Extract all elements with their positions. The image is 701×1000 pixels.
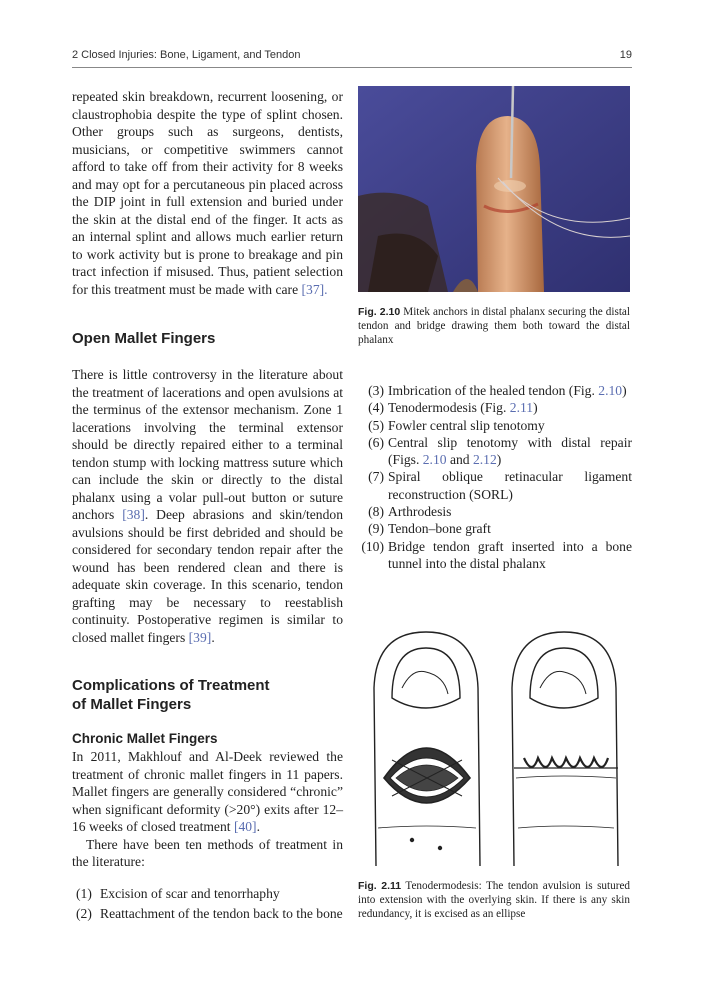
list-number: (5) — [368, 417, 384, 433]
running-head — [72, 49, 632, 61]
list-item — [358, 503, 632, 520]
chronic-mallet-paragraphs — [72, 748, 343, 871]
section-heading-open-mallet: Open Mallet Fingers — [72, 330, 216, 347]
figure-label: Fig. 2.10 — [358, 306, 401, 318]
figure-2-11-drawing — [362, 628, 632, 866]
list-text: ) — [622, 383, 627, 398]
treatment-methods-list-right — [358, 382, 632, 572]
header-rule — [72, 67, 632, 68]
list-text: Imbrication of the healed tendon (Fig. — [388, 383, 599, 398]
list-text: Reattachment of the tendon back to the bone — [100, 906, 343, 921]
list-number: (10) — [361, 538, 384, 554]
continued-paragraph — [72, 88, 343, 298]
list-number: (6) — [368, 434, 384, 450]
list-item — [358, 399, 632, 416]
paragraph-text: repeated skin breakdown, recurrent loosening, or claustrophobia despite the type of splint chosen. Other groups such as surgeons, dentists, musicians, or competitive swimmers cannot afford to take off from their activity for 8 weeks and may opt for a percutaneous pin placed across the DIP joint in full extension and buried under the skin at the distal end of the finger. It acts as an internal splint and allows much earlier return to work activity but is prone to breakage and pin tract infection if misused. Thus, patient selection for this treatment must be made with care — [72, 89, 343, 297]
list-text: ) — [533, 400, 538, 416]
paragraph-text: . — [211, 629, 215, 645]
caption-text: Tenodermodesis: The tendon avulsion is sutured into extension with the overlying skin. If there is any skin redundancy, it is excised as an ellipse — [358, 880, 630, 920]
citation-link[interactable]: [39] — [188, 629, 212, 645]
fingernail-right — [530, 648, 598, 708]
caption-text: Mitek anchors in distal phalanx securing the distal tendon and bridge drawing them both toward the distal phalanx — [358, 306, 630, 346]
paragraph-text: There is little controversy in the literature about the treatment of lacerations and open avulsions at the terminus of the extensor mechanism. Zone 1 lacerations involving the terminal extensor should be directly repaired either to a terminal tendon stump with locking mattress suture which can include the skin or directly to the distal phalanx using a volar pull-out button or suture anchors — [72, 367, 343, 522]
finger-outline-right — [512, 632, 618, 866]
figure-link[interactable]: 2.10 — [598, 383, 623, 398]
figure-2-11-caption — [358, 879, 630, 921]
list-text: Tendon–bone graft — [388, 521, 491, 537]
list-item — [358, 538, 632, 573]
list-number: (2) — [76, 906, 92, 921]
subsection-heading-chronic: Chronic Mallet Fingers — [72, 731, 218, 746]
heading-line: Complications of Treatment — [72, 677, 270, 694]
citation-link[interactable]: [38] — [122, 507, 145, 522]
paragraph-text: In 2011, Makhlouf and Al-Deek reviewed the treatment of chronic mallet fingers in 11 papers. Mallet fingers are generally considered “chronic” when significant deformity (>20°) exits after 12–16 weeks of closed treatment — [72, 749, 343, 834]
paragraph-text: . Deep abrasions and skin/tendon avulsions should be first debrided and should be considered for secondary tendon repair after the wound has been rendered clean and there is adequate skin coverage. In this scenario, tendon grafting may be necessary to reestablish continuity. Postoperative regimen is similar to closed mallet fingers — [72, 507, 343, 645]
figure-2-10-photo — [358, 86, 630, 292]
paragraph-text: . — [256, 819, 260, 834]
list-item — [358, 382, 632, 399]
list-text: Central slip tenotomy with distal repair (Figs. — [388, 434, 632, 468]
list-number: (3) — [368, 383, 384, 398]
open-mallet-paragraph — [72, 366, 343, 646]
fingernail-left — [392, 648, 460, 708]
list-number: (9) — [368, 521, 384, 537]
list-text: Excision of scar and tenorrhaphy — [100, 886, 280, 901]
list-text: and — [446, 452, 473, 468]
list-item — [358, 434, 632, 469]
list-item — [358, 468, 632, 503]
list-number: (4) — [368, 400, 384, 416]
list-text: Tenodermodesis (Fig. — [388, 400, 510, 416]
list-text: ) — [496, 452, 502, 468]
list-item — [358, 520, 632, 537]
list-item — [72, 884, 347, 904]
page-number: 19 — [619, 49, 632, 61]
list-number: (8) — [368, 504, 384, 520]
figure-label: Fig. 2.11 — [358, 880, 402, 892]
list-number: (1) — [76, 886, 92, 901]
list-text: Bridge tendon graft inserted into a bone tunnel into the distal phalanx — [388, 538, 632, 571]
figure-link[interactable]: 2.11 — [509, 400, 534, 416]
list-text: Spiral oblique retinacular ligament reconstruction (SORL) — [388, 469, 632, 502]
list-number: (7) — [368, 469, 384, 485]
citation-link[interactable]: [40] — [233, 819, 257, 834]
list-text: Fowler central slip tenotomy — [388, 417, 545, 433]
chapter-title: 2 Closed Injuries: Bone, Ligament, and Tendon — [72, 49, 301, 61]
list-item — [358, 417, 632, 434]
figure-link[interactable]: 2.10 — [422, 452, 447, 468]
spiral-suture-right — [524, 758, 608, 767]
treatment-methods-list-left — [72, 884, 347, 924]
paragraph-text: There have been ten methods of treatment in the literature: — [72, 836, 343, 869]
figure-link[interactable]: 2.12 — [472, 452, 497, 468]
citation-link[interactable]: [37]. — [301, 281, 328, 297]
list-item — [72, 904, 347, 924]
list-text: Arthrodesis — [388, 504, 452, 520]
figure-2-10-caption — [358, 305, 630, 347]
section-heading-complications — [72, 676, 343, 714]
heading-line: of Mallet Fingers — [72, 696, 192, 713]
